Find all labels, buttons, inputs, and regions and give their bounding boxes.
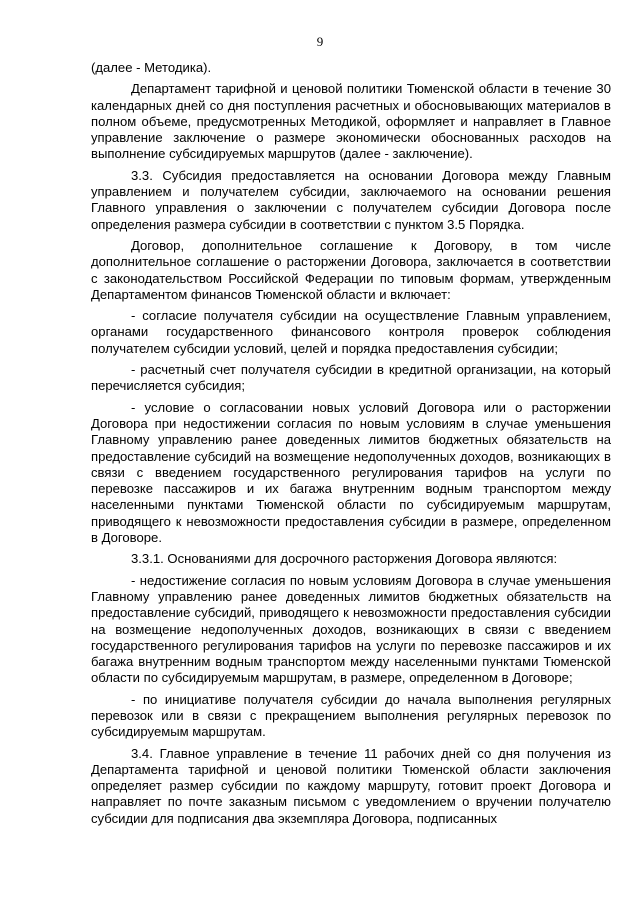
paragraph-3-4: 3.4. Главное управление в течение 11 рабочих дней со дня получения из Департамента тарифной и ценовой политики Тюменской области заключения определяет размер субсидии по каждому маршруту, готовит проект Договора и направляет по почте заказным письмом с уведомлением о вручении получателю субсидии для подписания два экземпляра Договора, подписанных — [91, 745, 611, 826]
document-body — [91, 60, 611, 832]
paragraph-3-3-1: 3.3.1. Основаниями для досрочного расторжения Договора являются: — [131, 551, 558, 567]
list-item-recipient-initiative: - по инициативе получателя субсидии до начала выполнения регулярных перевозок или в связи с прекращением выполнения регулярных перевозок по субсидируемым маршрутам. — [91, 691, 611, 740]
list-item-bank-account: - расчетный счет получателя субсидии в кредитной организации, на который перечисляется субсидия; — [91, 362, 611, 394]
list-item-new-terms: - условие о согласовании новых условий Договора или о расторжении Договора при недостижении согласия по новым условиям в случае уменьшения Главному управлению ранее доведенных лимитов бюджетных обязательств на предоставление субсидий на возмещение недополученных доходов, возникающих в связи с введением государственного регулирования тарифов на услуги по перевозке пассажиров и их багажа внутренним водным транспортом между населенными пунктами Тюменской области по субсидируемым маршрутам, приводящего к невозможности предоставления субсидии в размере, определенном в Договоре. — [91, 399, 611, 546]
list-item-consent: - согласие получателя субсидии на осуществление Главным управлением, органами государственного финансового контроля проверок соблюдения получателем субсидии условий, целей и порядка предоставления субсидии; — [91, 308, 611, 356]
paragraph-department-conclusion: Департамент тарифной и ценовой политики Тюменской области в течение 30 календарных дней со дня поступления расчетных и обосновывающих материалов в полном объеме, предусмотренных Методикой, оформляет и направляет в Главное управление заключение о размере экономически обоснованных расходов на выполнение субсидируемых маршрутов (далее - заключение). — [91, 81, 611, 162]
paragraph-3-3: 3.3. Субсидия предоставляется на основании Договора между Главным управлением и получателем субсидии, заключаемого на основании решения Главного управления о заключении с получателем субсидии Договора после определения размера субсидии в соответствии с пунктом 3.5 Порядка. — [91, 167, 611, 232]
paragraph-contract-includes: Договор, дополнительное соглашение к Договору, в том числе дополнительное соглашение о расторжении Договора, заключается в соответствии с законодательством Российской Федерации по типовым формам, утвержденным Департаментом финансов Тюменской области и включает: — [91, 237, 611, 302]
list-item-no-agreement: - недостижение согласия по новым условиям Договора в случае уменьшения Главному управлению ранее доведенных лимитов бюджетных обязательств на предоставление субсидий, приводящего к невозможности предоставления субсидии на возмещение недополученных доходов, возникающих в связи с введением государственного регулирования тарифов на услуги по перевозке пассажиров и их багажа внутренним водным транспортом между населенными пунктами Тюменской области по субсидируемым маршрутам, в размере, определенном в Договоре; — [91, 572, 611, 686]
page-number: 9 — [316, 34, 324, 49]
paragraph-methodology-ref: (далее - Методика). — [91, 60, 212, 75]
